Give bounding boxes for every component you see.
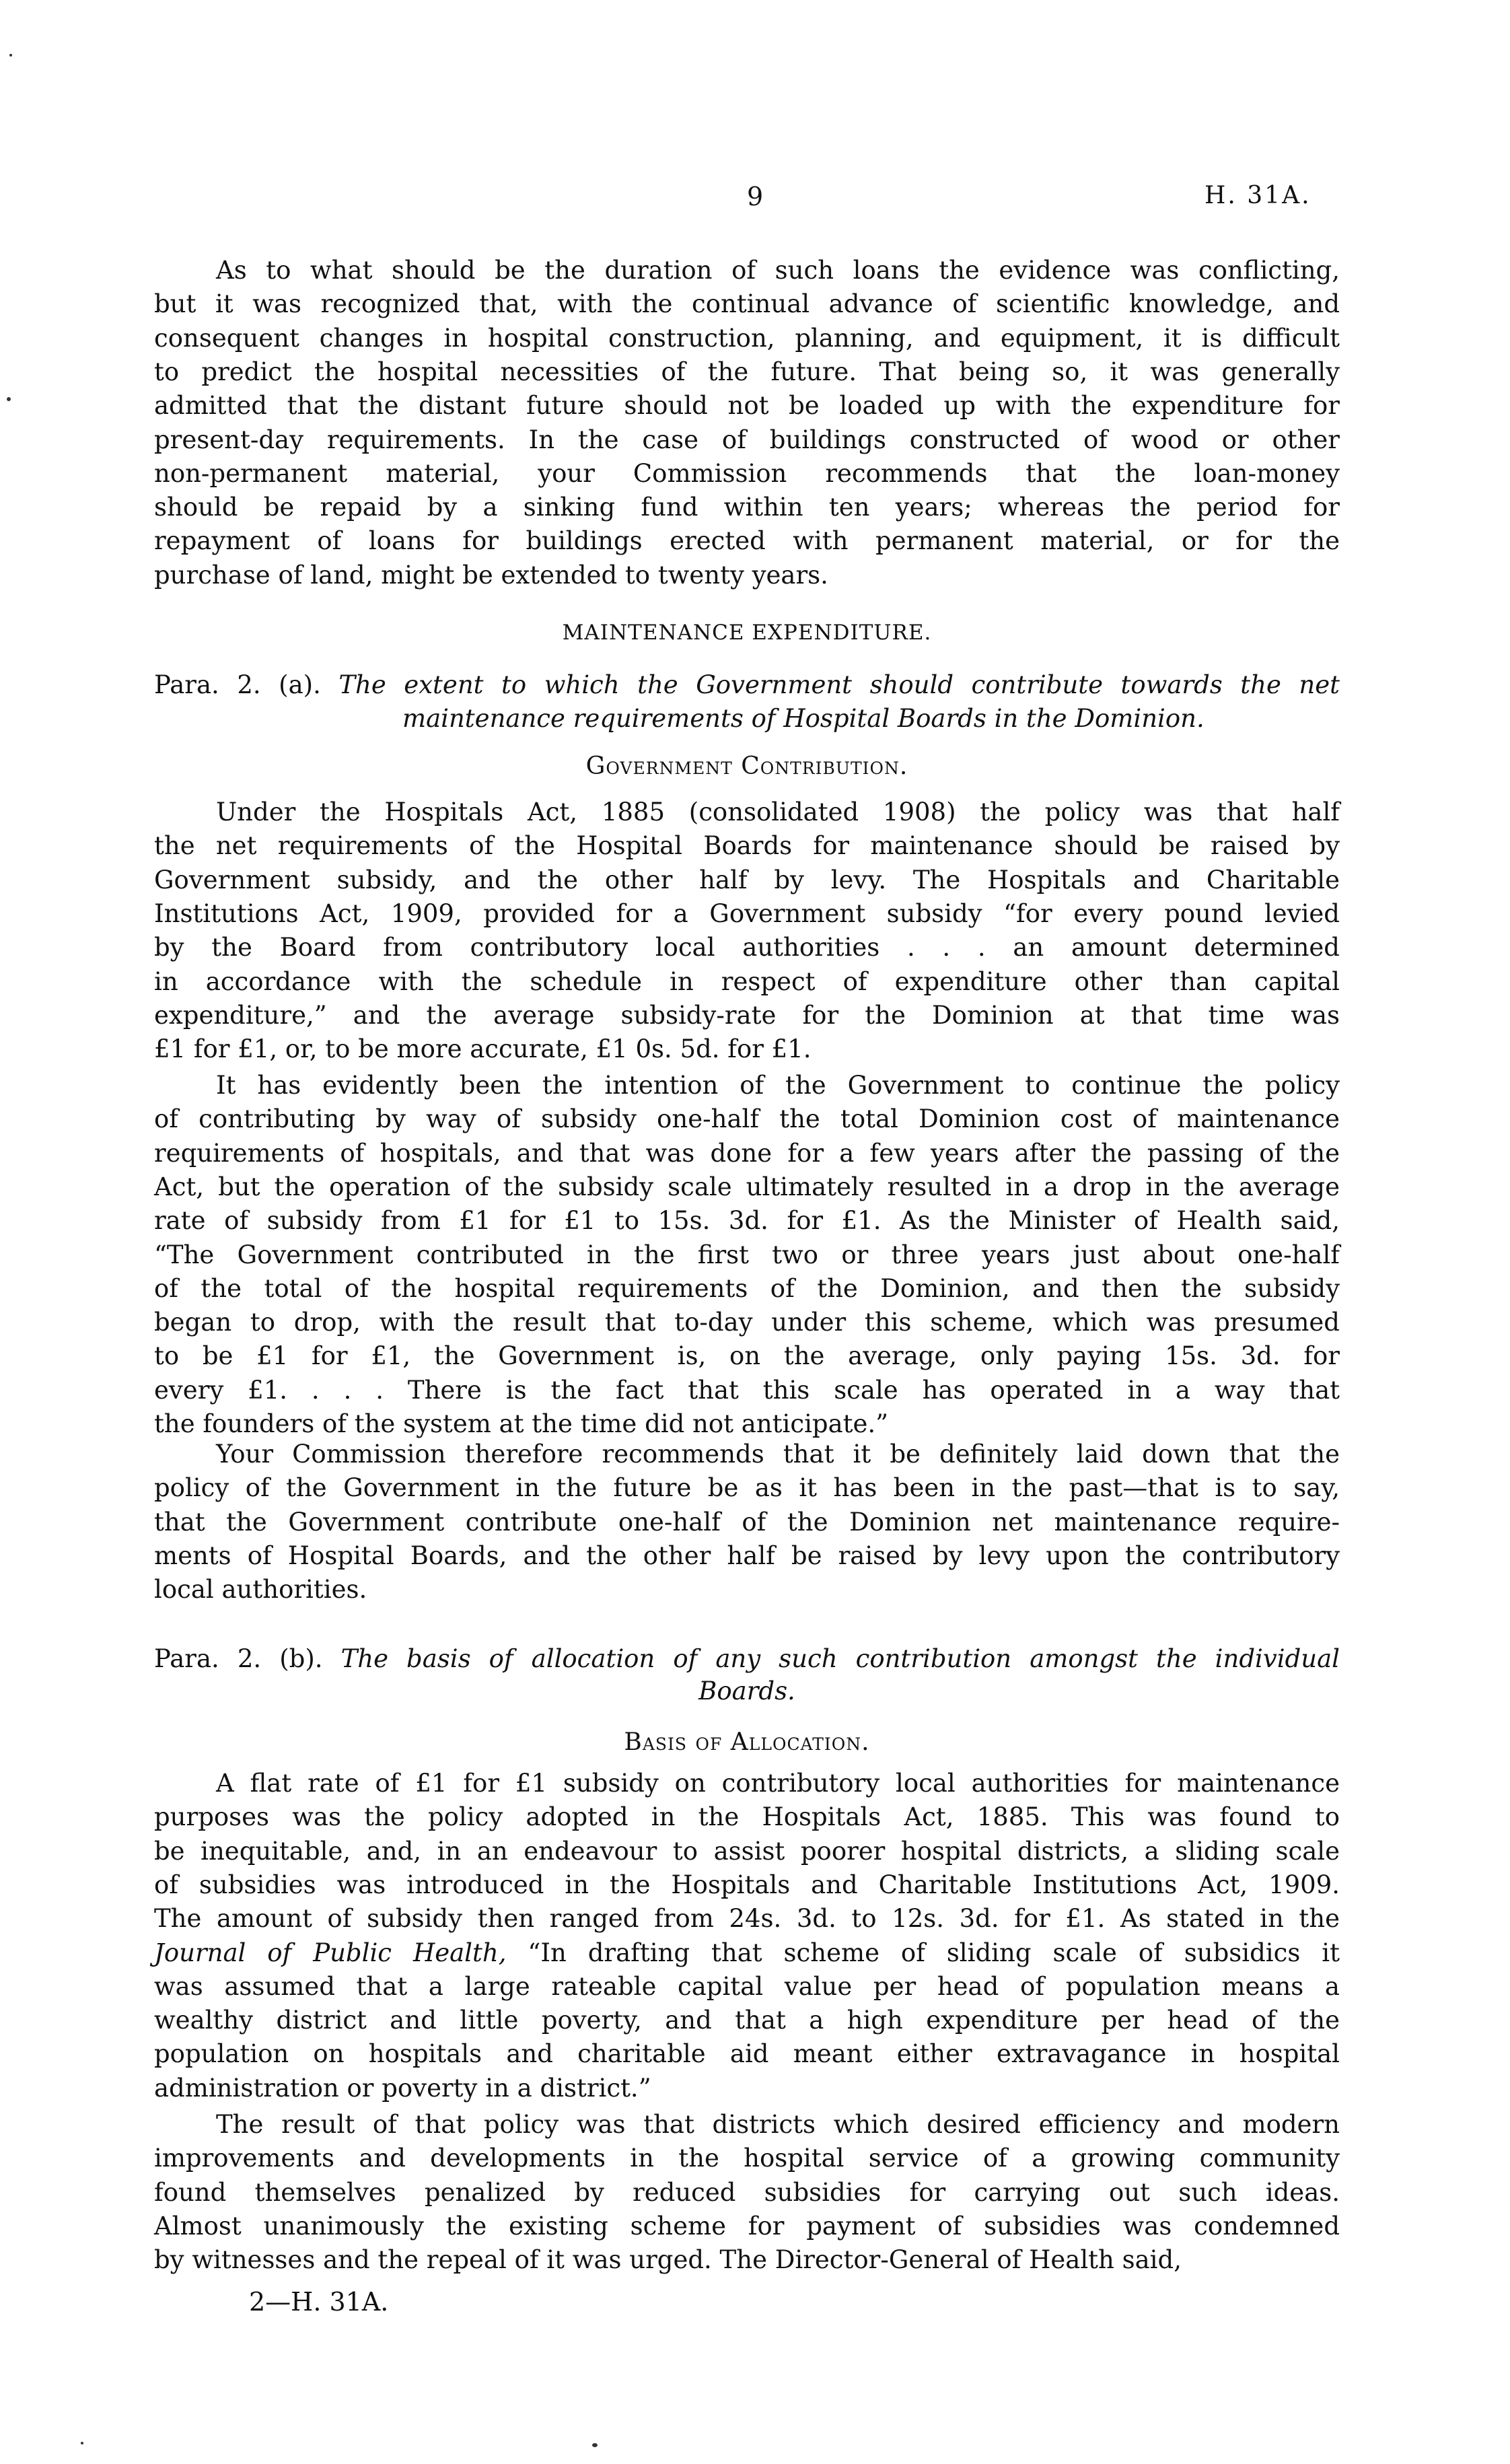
paragraph-line: requirements of hospitals, and that was done for a few years after the passing of the: [154, 1138, 1340, 1168]
journal-quote: “In drafting that scheme of sliding scale of subsidics it: [528, 1938, 1340, 1967]
para-2a-label: Para. 2. (a).: [154, 670, 321, 699]
paragraph-line: of subsidies was introduced in the Hospitals and Charitable Institutions Act, 1909.: [154, 1870, 1340, 1899]
paragraph-line: the net requirements of the Hospital Boards for maintenance should be raised by: [154, 831, 1340, 861]
document-reference: H. 31A.: [1205, 182, 1311, 209]
paragraph-line: Institutions Act, 1909, provided for a Government subsidy “for every pound levied: [154, 899, 1340, 928]
paragraph-line: wealthy district and little poverty, and that a high expenditure per head of the: [154, 2006, 1340, 2035]
paragraph-line: that the Government contribute one-half of the Dominion net maintenance require-: [154, 1507, 1340, 1537]
paragraph-line: repayment of loans for buildings erected with permanent material, or for the: [154, 526, 1340, 556]
scan-speck: [9, 54, 12, 57]
heading-government-contribution: Government Contribution.: [585, 752, 908, 780]
paragraph-line: present-day requirements. In the case of buildings constructed of wood or other: [154, 425, 1340, 454]
para-2b-line-2: [154, 1675, 1340, 1708]
paragraph-line: non-permanent material, your Commission recommends that the loan-money: [154, 458, 1340, 488]
paragraph-line: should be repaid by a sinking fund within ten years; whereas the period for: [154, 493, 1340, 522]
paragraph-line: [154, 1936, 1340, 1970]
para-2a-title: The extent to which the Government should contribute towards the net: [338, 670, 1340, 699]
paragraph-line: to predict the hospital necessities of the future. That being so, it was generally: [154, 357, 1340, 386]
heading-basis-of-allocation: Basis of Allocation.: [624, 1728, 870, 1756]
page-number: 9: [747, 182, 764, 211]
paragraph-line: Almost unanimously the existing scheme for payment of subsidies was condemned: [154, 2211, 1340, 2241]
paragraph-line: The result of that policy was that districts which desired efficiency and modern: [216, 2110, 1340, 2139]
para-2a-title-cont: maintenance requirements of Hospital Boards in the Dominion.: [402, 704, 1205, 733]
paragraph-line: the founders of the system at the time did not anticipate.”: [154, 1409, 889, 1438]
paragraph-line: every £1. . . . There is the fact that this scale has operated in a way that: [154, 1375, 1340, 1405]
paragraph-line: expenditure,” and the average subsidy-rate for the Dominion at that time was: [154, 1000, 1340, 1030]
paragraph-line: of the total of the hospital requirements of the Dominion, and then the subsidy: [154, 1273, 1340, 1303]
paragraph-line: but it was recognized that, with the continual advance of scientific knowledge, and: [154, 289, 1340, 319]
heading-maintenance-expenditure: MAINTENANCE EXPENDITURE.: [562, 621, 932, 645]
paragraph-line: local authorities.: [154, 1575, 367, 1605]
paragraph-line: Government subsidy, and the other half by levy. The Hospitals and Charitable: [154, 865, 1340, 894]
para-2b-label: Para. 2. (b).: [154, 1644, 323, 1673]
paragraph-line: purposes was the policy adopted in the Hospitals Act, 1885. This was found to: [154, 1802, 1340, 1832]
paragraph-line: found themselves penalized by reduced subsidies for carrying out such ideas.: [154, 2177, 1340, 2207]
paragraph-line: administration or poverty in a district.”: [154, 2073, 651, 2103]
scan-speck: [81, 2442, 83, 2444]
paragraph-line: be inequitable, and, in an endeavour to assist poorer hospital districts, a sliding scale: [154, 1836, 1340, 1866]
paragraph-line: Under the Hospitals Act, 1885 (consolidated 1908) the policy was that half: [216, 798, 1340, 826]
paragraph-line: of contributing by way of subsidy one-half the total Dominion cost of maintenance: [154, 1104, 1340, 1134]
scan-speck: [7, 397, 11, 401]
paragraph-line: purchase of land, might be extended to twenty years.: [154, 560, 828, 590]
paragraph-line: As to what should be the duration of such loans the evidence was conflicting,: [216, 256, 1340, 285]
paragraph-line: in accordance with the schedule in respect of expenditure other than capital: [154, 966, 1340, 996]
paragraph-line: A flat rate of £1 for £1 subsidy on contributory local authorities for maintenance: [216, 1769, 1340, 1798]
paragraph-line: “The Government contributed in the first two or three years just about one-half: [154, 1240, 1340, 1269]
paragraph-line: The amount of subsidy then ranged from 24s. 3d. to 12s. 3d. for £1. As stated in the: [154, 1904, 1340, 1934]
paragraph-line: £1 for £1, or, to be more accurate, £1 0s. 5d. for £1.: [154, 1034, 812, 1064]
paragraph-line: consequent changes in hospital construction, planning, and equipment, it is difficult: [154, 323, 1340, 353]
para-2b-title-cont: Boards.: [698, 1677, 795, 1705]
paragraph-line: ments of Hospital Boards, and the other half be raised by levy upon the contributory: [154, 1541, 1340, 1570]
footer-signature-mark: 2—H. 31A.: [249, 2287, 389, 2317]
para-2b-title: The basis of allocation of any such contribution amongst the individual: [340, 1644, 1340, 1673]
paragraph-line: by witnesses and the repeal of it was urged. The Director-General of Health said,: [154, 2245, 1182, 2275]
paragraph-line: population on hospitals and charitable aid meant either extravagance in hospital: [154, 2039, 1340, 2069]
paragraph-line: was assumed that a large rateable capital value per head of population means a: [154, 1971, 1340, 2001]
paragraph-line: began to drop, with the result that to-day under this scheme, which was presumed: [154, 1308, 1340, 1337]
paragraph-line: improvements and developments in the hospital service of a growing community: [154, 2144, 1340, 2173]
paragraph-line: rate of subsidy from £1 for £1 to 15s. 3d. for £1. As the Minister of Health said,: [154, 1206, 1340, 1236]
paragraph-line: to be £1 for £1, the Government is, on the average, only paying 15s. 3d. for: [154, 1341, 1340, 1371]
paragraph-line: policy of the Government in the future be as it has been in the past—that is to say,: [154, 1473, 1340, 1503]
para-2b-line-1: [154, 1642, 1340, 1676]
journal-title: Journal of Public Health,: [154, 1938, 507, 1967]
para-2a-line-2: [402, 702, 1340, 736]
paragraph-line: admitted that the distant future should not be loaded up with the expenditure for: [154, 391, 1340, 421]
para-2a-line-1: [154, 668, 1340, 702]
scan-speck: [592, 2443, 598, 2447]
paragraph-line: by the Board from contributory local authorities . . . an amount determined: [154, 933, 1340, 962]
paragraph-line: Your Commission therefore recommends that it be definitely laid down that the: [216, 1440, 1340, 1469]
paragraph-line: Act, but the operation of the subsidy scale ultimately resulted in a drop in the average: [154, 1172, 1340, 1201]
paragraph-line: It has evidently been the intention of the Government to continue the policy: [216, 1071, 1340, 1100]
